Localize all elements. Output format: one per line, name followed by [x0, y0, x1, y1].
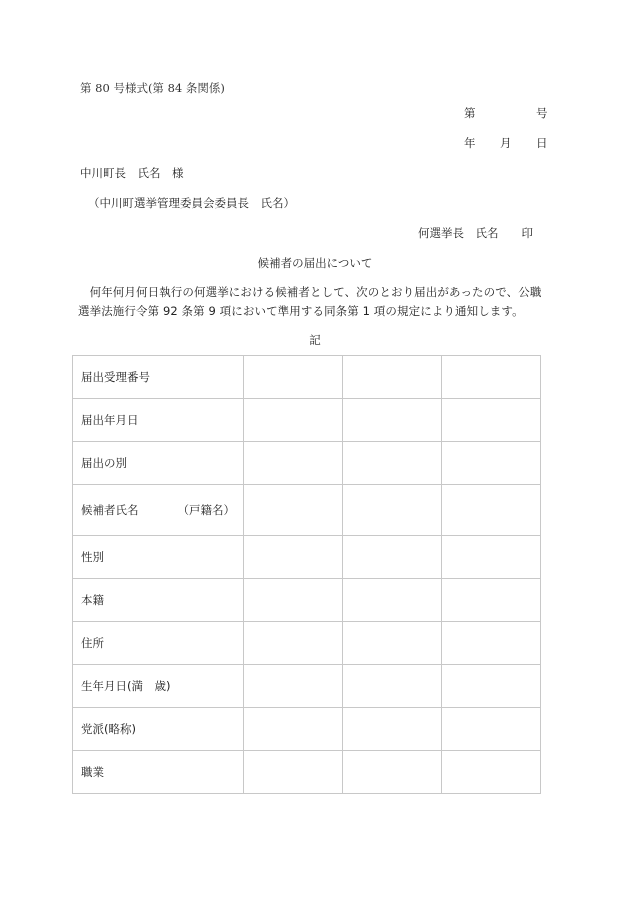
table-row — [73, 442, 541, 485]
body-text: 何年何月何日執行の何選挙における候補者として、次のとおり届出があったので、公職選挙法施行令第 92 条第 9 項において準用する同条第 1 項の規定により通知します。 — [78, 285, 542, 318]
row-label: 性別 — [73, 536, 244, 579]
table-cell — [442, 751, 541, 794]
table-cell — [442, 579, 541, 622]
row-label: 候補者氏名 — [81, 503, 139, 517]
table-cell — [244, 622, 343, 665]
table-row — [73, 399, 541, 442]
date-month: 月 — [500, 136, 512, 150]
table-cell — [343, 536, 442, 579]
sender-line: 何選挙長 氏名 印 — [418, 226, 533, 240]
table-cell — [442, 622, 541, 665]
recipient-line-1: 中川町長 氏名 様 — [80, 166, 184, 180]
row-label: 本籍 — [73, 579, 244, 622]
number-prefix: 第 — [464, 106, 476, 120]
table-cell — [244, 399, 343, 442]
candidate-table — [72, 355, 541, 794]
table-row — [73, 665, 541, 708]
table-cell — [244, 579, 343, 622]
table-cell — [244, 485, 343, 536]
table-cell — [442, 536, 541, 579]
number-suffix: 号 — [536, 106, 548, 120]
table-cell — [244, 442, 343, 485]
row-label: 届出年月日 — [73, 399, 244, 442]
form-label: 第 80 号様式(第 84 条関係) — [80, 81, 225, 95]
table-cell — [244, 708, 343, 751]
row-label: 党派(略称) — [73, 708, 244, 751]
table-cell — [244, 356, 343, 399]
table-cell — [343, 579, 442, 622]
row-label-note: （戸籍名） — [177, 503, 235, 517]
date-day: 日 — [536, 136, 548, 150]
ki-marker: 記 — [309, 333, 321, 347]
table-row — [73, 579, 541, 622]
table-row — [73, 536, 541, 579]
table-cell — [343, 356, 442, 399]
table-row — [73, 622, 541, 665]
table-cell — [343, 485, 442, 536]
document-title: 候補者の届出について — [257, 256, 373, 270]
row-label: 届出受理番号 — [73, 356, 244, 399]
row-label-composite — [73, 485, 244, 536]
table-cell — [343, 442, 442, 485]
date-year: 年 — [464, 136, 476, 150]
table-row — [73, 751, 541, 794]
row-label: 生年月日(満 歳) — [73, 665, 244, 708]
table-cell — [244, 665, 343, 708]
table-cell — [442, 485, 541, 536]
row-label: 職業 — [73, 751, 244, 794]
table-cell — [343, 751, 442, 794]
table-cell — [244, 536, 343, 579]
table-cell — [442, 708, 541, 751]
table-row — [73, 485, 541, 536]
table-cell — [244, 751, 343, 794]
table-cell — [343, 708, 442, 751]
row-label: 住所 — [73, 622, 244, 665]
table-cell — [343, 622, 442, 665]
table-cell — [442, 665, 541, 708]
row-label: 届出の別 — [73, 442, 244, 485]
table-cell — [442, 399, 541, 442]
table-cell — [343, 399, 442, 442]
table-row — [73, 356, 541, 399]
recipient-line-2: （中川町選挙管理委員会委員長 氏名） — [88, 196, 295, 210]
table-row — [73, 708, 541, 751]
table-cell — [442, 356, 541, 399]
table-cell — [442, 442, 541, 485]
table-cell — [343, 665, 442, 708]
